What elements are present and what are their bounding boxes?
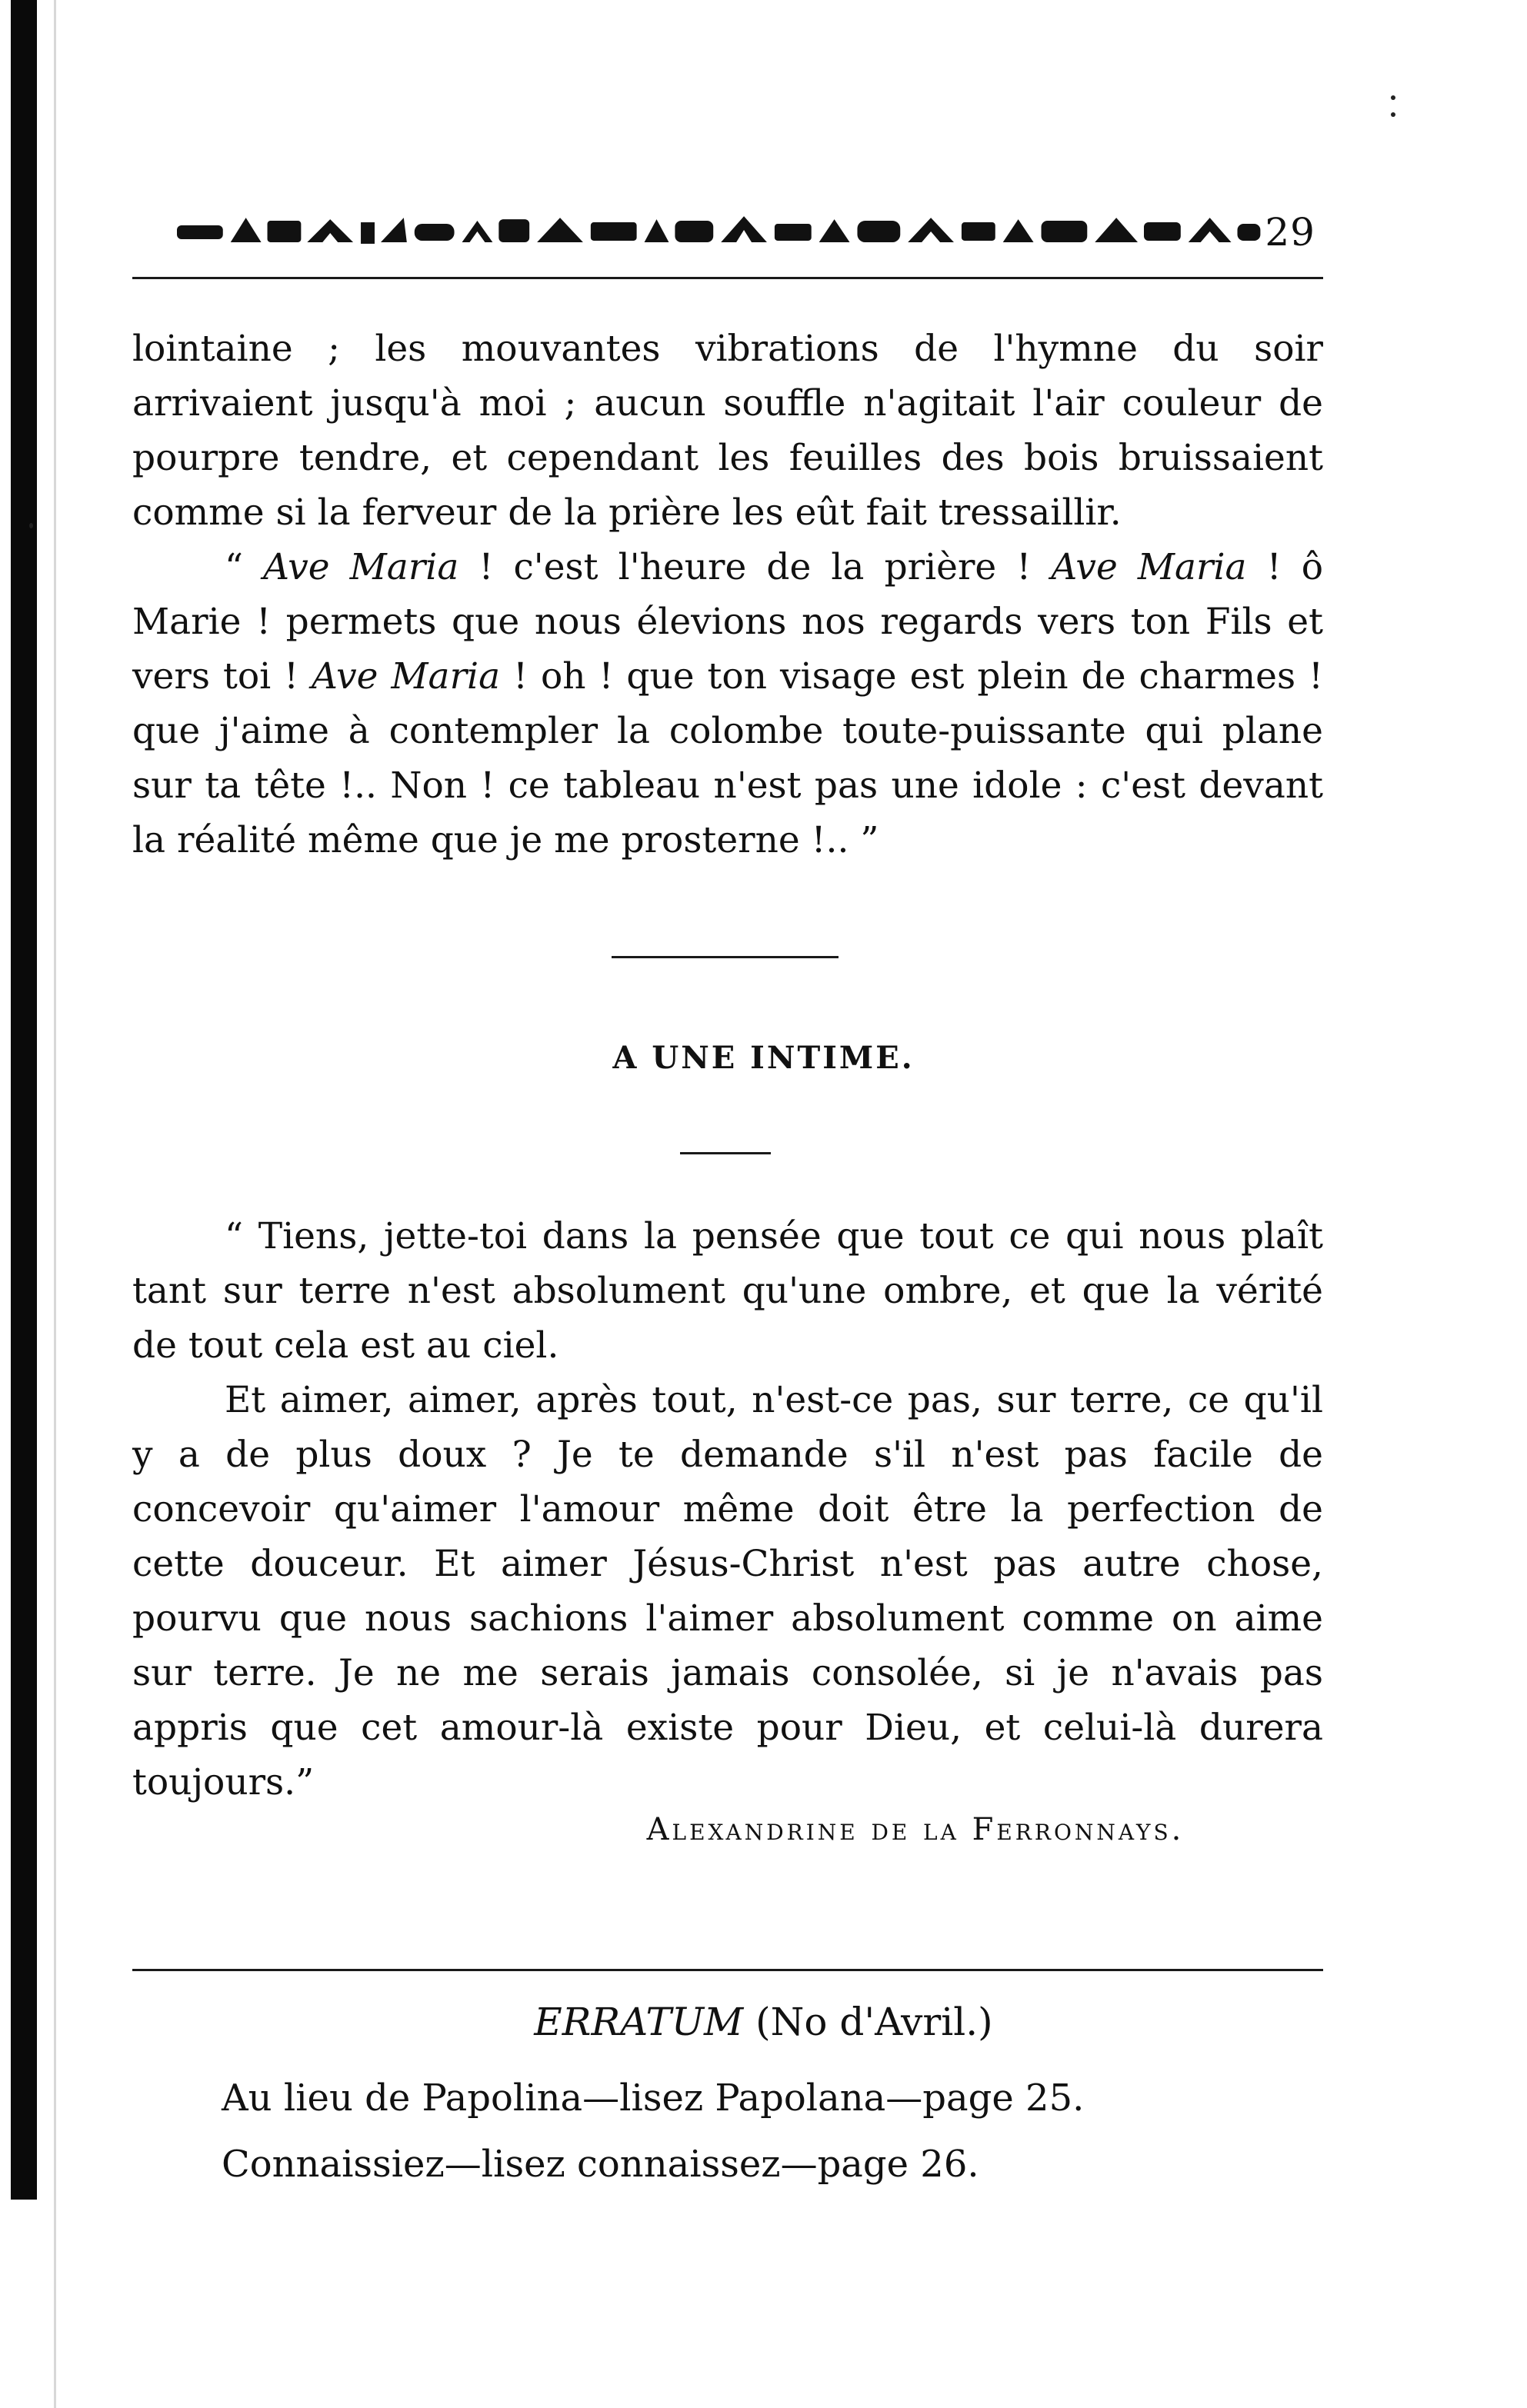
section-divider — [612, 956, 839, 958]
ave-maria-phrase: Ave Maria — [263, 546, 459, 588]
erratum-heading — [0, 2000, 1527, 2044]
section-title: A UNE INTIME. — [612, 1040, 915, 1076]
header-ornamental-title — [177, 211, 1265, 253]
quote-paragraph: “ Ave Maria ! c'est l'heure de la prière ! Ave Maria ! ô Marie ! permets que nous élevions nos regards vers ton Fils et vers toi ! Ave Maria ! oh ! que ton visage est plein de charmes ! que j'aime à contempler la colombe toute-puissante qui plane sur ta tête !.. Non ! ce tableau n'est pas une idole : c'est devant la réalité même que je me prosterne !.. ” — [132, 546, 1323, 861]
paragraph-text: lointaine ; les mouvantes vibrations de l'hymne du soir arrivaient jusqu'à moi ; aucun souffle n'agitait l'air couleur de pourpre tendre, et cependant les feuilles des bois bruissaient comme si la ferveur de la prière les eût fait tressaillir. — [132, 328, 1323, 534]
page-number: 29 — [1265, 210, 1315, 255]
erratum-rule — [132, 1969, 1323, 1971]
quote-text: ! ô Marie ! permets que nous élevions nos regards vers ton Fils et vers toi ! — [132, 546, 1323, 698]
intime-paragraph-1: “ Tiens, jette-toi dans la pensée que tout ce qui nous plaît tant sur terre n'est absolument qu'une ombre, et que la vérité de tout cela est au ciel. — [132, 1215, 1323, 1367]
ave-maria-phrase: Ave Maria — [1051, 546, 1247, 588]
erratum-title: ERRATUM — [534, 2000, 744, 2044]
quote-text: ! oh ! que ton visage est plein de charmes ! que j'aime à contempler la colombe toute-puissante qui plane sur ta tête !.. Non ! ce tableau n'est pas une idole : c'est devant la réalité même que je me prosterne !.. ” — [132, 655, 1323, 861]
quote-text: ! c'est l'heure de la prière ! — [458, 546, 1052, 588]
erratum-subtitle: (No d'Avril.) — [755, 2000, 993, 2044]
running-header — [177, 201, 1315, 263]
scan-speck — [29, 523, 33, 528]
page-binding-edge — [11, 0, 37, 2200]
intime-paragraph-2: Et aimer, aimer, après tout, n'est-ce pas, sur terre, ce qu'il y a de plus doux ? Je te demande s'il n'est pas facile de concevoir qu'aimer l'amour même doit être la perfection de cette douceur. Et aimer Jésus-Christ n'est pas autre chose, pourvu que nous sachions l'aimer absolument comme on aime sur terre. Je ne me serais jamais consolée, si je n'avais pas appris que cet amour-là existe pour Dieu, et celui-là durera toujours.” — [132, 1379, 1323, 1804]
page-binding-shadow — [54, 0, 56, 2408]
ave-maria-quote — [132, 540, 1323, 868]
paragraph-continued — [132, 321, 1323, 540]
scan-speck — [1391, 112, 1395, 117]
header-rule — [132, 277, 1323, 279]
intime-text — [132, 1209, 1323, 1810]
erratum-line-1: Au lieu de Papolina—lisez Papolana—page 25. — [222, 2077, 1085, 2120]
ave-maria-phrase: Ave Maria — [312, 655, 501, 698]
signature: Alexandrine de la Ferronnays. — [646, 1812, 1185, 1847]
erratum-line-2: Connaissiez—lisez connaissez—page 26. — [222, 2143, 979, 2186]
scan-speck — [1391, 95, 1395, 100]
title-divider — [680, 1152, 771, 1154]
